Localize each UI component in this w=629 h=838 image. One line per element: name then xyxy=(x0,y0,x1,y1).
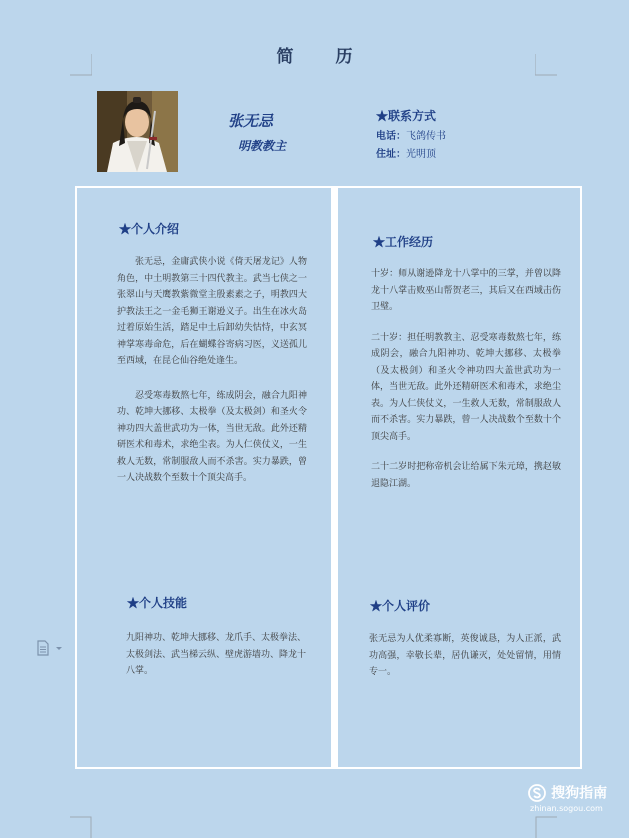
person-name: 张无忌 xyxy=(228,112,274,130)
page-title: 简 历 xyxy=(276,47,371,67)
skills-heading: ★个人技能 xyxy=(127,596,188,610)
experience-paragraph-2: 二十岁：担任明教教主、忍受寒毒数熬七年，练成阴会，融合九阳神功、乾坤大挪移、太极拳（及太极剑）和圣火令神功四大盖世武功为一体，当世无敌。此外还精研医术和毒术，求绝尘表。为人仁侠仗义，一生救人无数，常制服敌人而不杀害。实力暴跌，曾一人决战数个至数十个顶尖高手。 xyxy=(371,332,561,442)
crop-mark-bottom-right xyxy=(535,816,557,838)
experience-heading: ★工作经历 xyxy=(373,235,434,249)
watermark-brand: 搜狗指南 xyxy=(551,785,608,802)
evaluation-body: 张无忌为人优柔寡断，英俊诚恳，为人正派，武功高强，幸敬长辈，居仇谦灭，处处留情，用情专一。 xyxy=(369,634,561,677)
address-value: 光明顶 xyxy=(406,149,436,160)
intro-body xyxy=(117,254,307,487)
sogou-logo-icon xyxy=(528,784,546,802)
evaluation-heading: ★个人评价 xyxy=(370,599,431,613)
crop-mark-bottom-left xyxy=(70,816,92,838)
experience-paragraph-3: 二十二岁时把称帝机会让给属下朱元璋，携赵敏退隐江湖。 xyxy=(371,462,561,489)
experience-body xyxy=(371,266,561,492)
profile-photo xyxy=(97,91,178,172)
watermark-url: zhinan.sogou.com xyxy=(530,804,603,813)
address-label: 住址： xyxy=(376,149,406,160)
contact-block xyxy=(376,107,446,160)
person-role: 明教教主 xyxy=(238,139,287,153)
experience-paragraph-1: 十岁：师从谢逊降龙十八掌中的三掌，并曾以降龙十八掌击败巫山帮贺老三，其后又在西域击伤卫璧。 xyxy=(371,269,561,312)
phone-label: 电话： xyxy=(376,131,406,142)
skills-body: 九阳神功、乾坤大挪移、龙爪手、太极拳法、太极剑法、武当梯云纵、壁虎游墙功、降龙十八掌。 xyxy=(126,633,307,676)
intro-paragraph-1: 张无忌，金庸武侠小说《倚天屠龙记》人物角色，中土明教第三十四代教主。武当七侠之一张翠山与天鹰教紫微堂主殷素素之子，明教四大护教法王之一金毛狮王谢逊义子。出生在冰火岛过着原始生活，踏足中土后卸幼失怙恃，中玄冥神掌寒毒命危，后在蝴蝶谷寄病习医，义送孤儿至西域，在昆仑仙谷绝处逢生。 xyxy=(117,257,307,366)
sogou-watermark xyxy=(528,782,607,803)
document-options-icon[interactable] xyxy=(36,640,64,660)
intro-heading: ★个人介绍 xyxy=(119,222,180,236)
address-row xyxy=(376,145,446,160)
phone-value: 飞鸽传书 xyxy=(406,131,446,142)
column-divider xyxy=(331,188,338,768)
contact-heading: ★联系方式 xyxy=(376,109,437,123)
intro-paragraph-2: 忍受寒毒数熬七年，练成阴会，融合九阳神功、乾坤大挪移、太极拳（及太极剑）和圣火令神功四大盖世武功为一体，当世无敌。此外还精研医术和毒术，求绝尘表。为人仁侠仗义，一生救人无数，常制服敌人而不杀害。实力暴跌，曾一人决战数个至数十个顶尖高手。 xyxy=(117,390,307,483)
phone-row xyxy=(376,127,446,142)
